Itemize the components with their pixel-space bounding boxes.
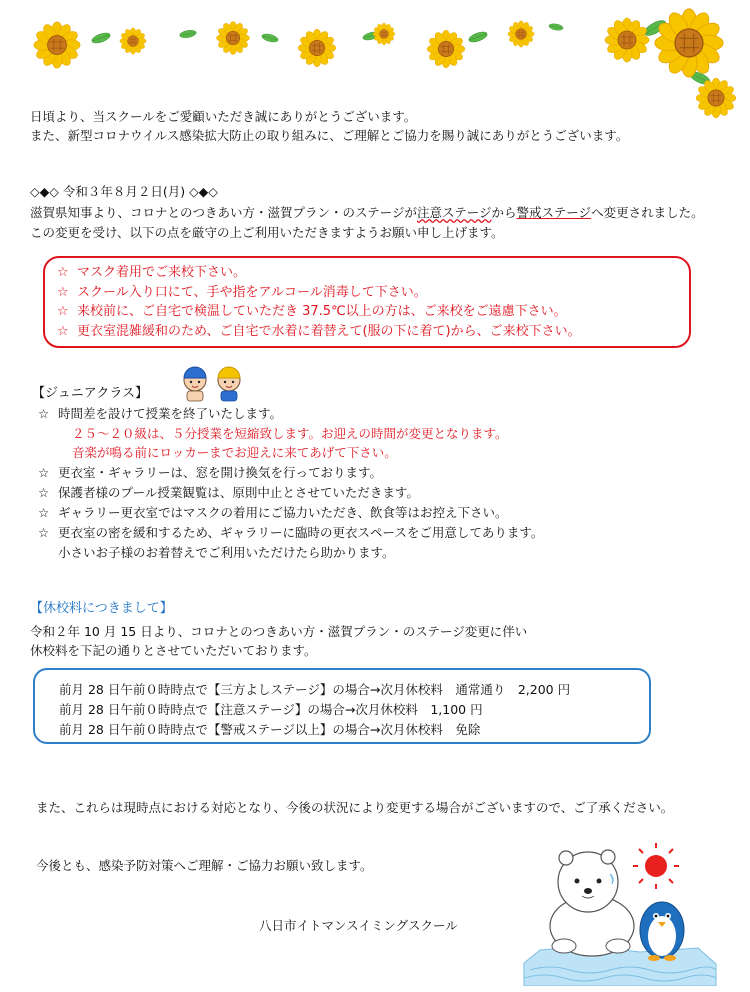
closure-intro-1: 令和２年 10 月 15 日より、コロナとのつきあい方・滋賀プラン・のステージ変更に伴い [30,624,528,639]
stage-prefix: 滋賀県知事より、コロナとのつきあい方・滋賀プラン・のステージが [30,205,418,220]
rule-item: ☆ マスク着用でご来校下さい。 [57,263,689,283]
stage-to: 警戒ステージ [516,205,592,220]
leaf-icon [179,29,197,39]
greeting-line-2: また、新型コロナウイルス感染拡大防止の取り組みに、ご理解とご協力を賜り誠にありがとうございます。 [30,128,629,143]
sunflower-icon [120,28,146,54]
junior-item: ☆ ギャラリー更衣室ではマスクの着用にご協力いただき、飲食等はお控え下さい。 [38,505,508,520]
sunflower-icon [655,9,723,77]
signature: 八日市イトマンスイミングスクール [259,918,458,933]
star-icon: ☆ [57,323,69,339]
sunflower-icon [217,22,250,55]
leaf-icon [91,31,112,45]
sun-icon [633,843,679,889]
fee-row: 前月 28 日午前０時時点で【三方よしステージ】の場合→次月休校料 通常通り 2,200 円 [59,682,571,697]
fee-row: 前月 28 日午前０時時点で【警戒ステージ以上】の場合→次月休校料 免除 [59,722,481,737]
junior-subitem: 音楽が鳴る前にロッカーまでお迎えに来てあげて下さい。 [72,445,397,460]
star-icon: ☆ [57,265,69,280]
notice-date: ◇◆◇ 令和３年８月２日(月) ◇◆◇ [30,184,218,199]
fee-row: 前月 28 日午前０時時点で【注意ステージ】の場合→次月休校料 1,100 円 [59,702,483,717]
closure-intro-2: 休校料を下記の通りとさせていただいております。 [30,643,317,658]
star-icon: ☆ [57,304,69,319]
rules-box [43,256,691,348]
rule-item: ☆ 更衣室混雑緩和のため、ご自宅で水着に着替えて(服の下に着て)から、ご来校下さい。 [57,322,689,342]
sunflower-icon [373,23,395,45]
leaf-icon [548,23,563,31]
closure-heading: 【休校料につきまして】 [30,601,173,616]
star-icon: ☆ [38,406,50,421]
junior-subitem: ２５～２０級は、５分授業を短縮致します。お迎えの時間が変更となります。 [72,426,508,441]
leaf-icon [261,32,279,43]
junior-item: ☆ 更衣室の密を緩和するため、ギャラリーに臨時の更衣スペースをご用意してあります。 [38,525,544,540]
stage-suffix: へ変更されました。 [591,205,704,220]
sunflower-icon [696,78,736,118]
sunflower-icon [34,22,80,68]
fee-box [33,668,651,744]
swimmer-kids-icon [177,362,249,402]
star-icon: ☆ [38,525,50,540]
polar-bear-penguin-icon [520,838,718,986]
rule-item: ☆ スクール入り口にて、手や指をアルコール消毒して下さい。 [57,283,689,303]
notice-stage-change [30,203,704,222]
stage-from: 注意ステージ [417,205,492,220]
stage-mid: から [491,205,517,220]
notice-request: この変更を受け、以下の点を厳守の上ご利用いただきますようお願い申し上げます。 [30,225,504,240]
star-icon: ☆ [57,284,69,300]
junior-item: ☆ 時間差を設けて授業を終了いたします。 [38,406,283,421]
greeting-line-1: 日頃より、当スクールをご愛顧いただき誠にありがとうございます。 [30,109,417,124]
junior-item: ☆ 保護者様のプール授業観覧は、原則中止とさせていただきます。 [38,485,419,500]
star-icon: ☆ [38,465,50,480]
junior-heading: 【ジュニアクラス】 [32,386,148,401]
leaf-icon [468,30,489,44]
sunflower-icon [508,21,534,47]
footer-closing: 今後とも、感染予防対策へご理解・ご協力お願い致します。 [36,858,373,873]
sunflower-icon [427,30,464,67]
junior-item: ☆ 更衣室・ギャラリーは、窓を開け換気を行っております。 [38,465,383,480]
junior-subitem: 小さいお子様のお着替えでご利用いただけたら助かります。 [58,545,395,560]
footer-note: また、これらは現時点における対応となり、今後の状況により変更する場合がございますので、ご了承ください。 [36,800,674,815]
rule-item: ☆ 来校前に、ご自宅で検温していただき 37.5℃以上の方は、ご来校をご遠慮下さい。 [57,302,689,322]
sunflower-icon [605,18,649,62]
star-icon: ☆ [38,485,50,500]
star-icon: ☆ [38,505,50,520]
sunflower-icon [298,29,335,66]
